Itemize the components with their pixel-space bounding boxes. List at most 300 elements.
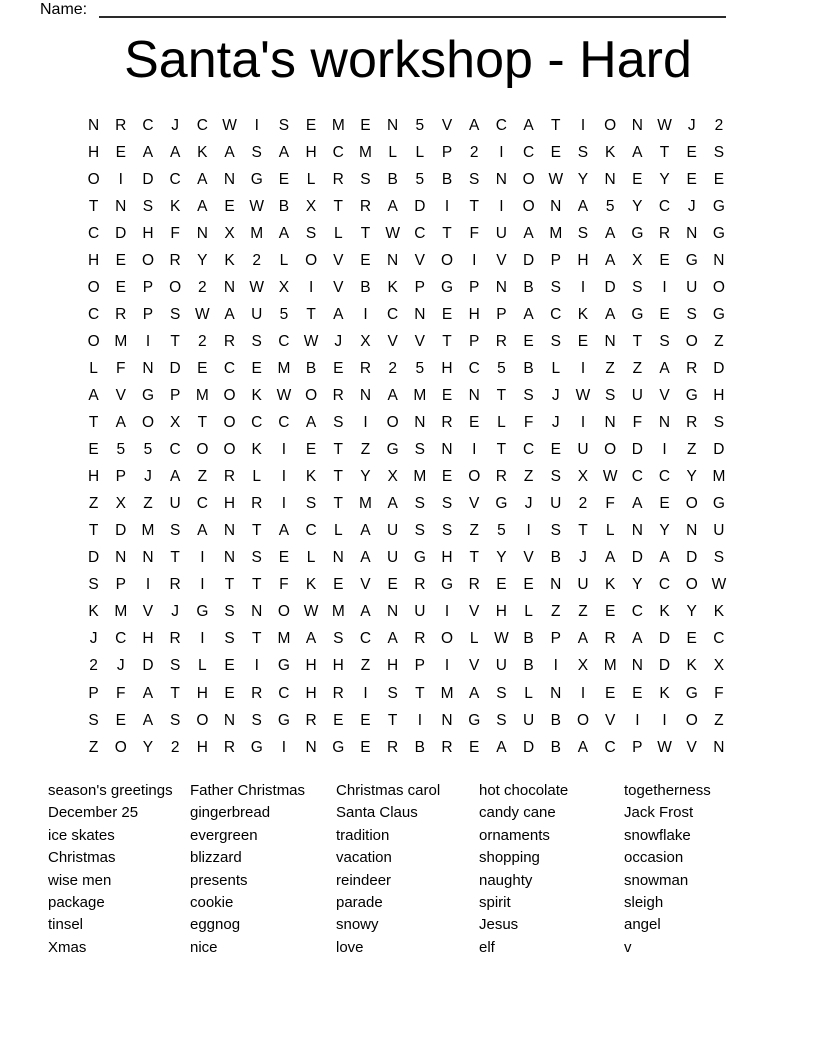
grid-letter: E [224,657,235,675]
grid-letter: A [305,414,317,432]
word-list-item: hot chocolate [479,782,569,799]
grid-letter: M [277,630,291,648]
grid-letter: X [387,468,398,486]
word-list-item: reindeer [336,871,392,889]
grid-letter: 2 [170,738,180,756]
grid-letter: T [469,197,479,215]
grid-letter: G [468,711,481,729]
grid-letter: B [441,170,453,188]
word-list-item: presents [190,871,248,889]
grid-letter: L [497,414,506,432]
grid-letter: E [713,170,725,188]
grid-letter: P [441,143,453,161]
grid-letter: D [142,170,154,188]
grid-letter: Y [659,170,670,188]
grid-letter: I [200,549,205,567]
grid-letter: T [88,522,99,540]
grid-letter: C [223,359,236,377]
grid-letter: E [686,170,697,188]
grid-letter: O [305,386,318,404]
grid-letter: C [87,224,100,242]
grid-letter: E [224,197,235,215]
grid-letter: L [333,522,343,540]
grid-letter: F [632,414,643,432]
grid-letter: S [333,630,344,648]
grid-letter: A [224,305,235,323]
grid-letter: F [116,684,126,702]
grid-letter: Y [142,738,154,756]
grid-letter: J [687,197,696,215]
grid-letter: E [305,116,317,134]
grid-letter: N [332,549,344,567]
grid-letter: A [142,684,154,702]
grid-letter: I [580,414,586,432]
grid-letter: A [604,305,616,323]
grid-letter: X [360,332,371,350]
grid-letter: S [496,684,507,702]
grid-letter: A [632,143,643,161]
grid-letter: T [469,549,479,567]
grid-letter: O [712,278,725,296]
grid-letter: M [141,522,155,540]
grid-letter: D [414,197,426,215]
grid-letter: S [713,414,725,432]
word-list-item: elf [479,938,495,956]
grid-letter: E [115,251,126,269]
grid-letter: U [631,386,643,404]
grid-letter: I [444,603,450,621]
grid-letter: H [142,630,154,648]
grid-letter: Z [143,495,153,513]
grid-letter: I [662,711,667,729]
name-label: Name: [40,1,88,18]
grid-letter: T [659,143,670,161]
grid-letter: C [468,359,480,377]
grid-letter: Z [88,738,99,756]
name-row [40,1,730,23]
grid-letter: J [687,116,696,134]
grid-letter: E [115,278,126,296]
grid-letter: I [363,684,368,702]
grid-letter: H [441,359,453,377]
grid-letter: K [577,305,589,323]
grid-letter: N [223,278,236,296]
grid-letter: N [550,197,562,215]
grid-letter: I [145,332,151,350]
grid-letter: M [440,684,454,702]
word-list-item: ornaments [479,826,550,844]
grid-letter: I [499,197,504,215]
grid-letter: M [549,224,563,242]
grid-letter: I [281,441,287,459]
grid-letter: C [278,414,290,432]
grid-letter: A [197,522,208,540]
word-list [0,780,816,965]
grid-letter: O [87,332,100,350]
grid-letter: S [550,278,561,296]
grid-letter: P [88,684,99,702]
grid-letter: O [522,170,535,188]
grid-letter: 5 [415,170,425,188]
grid-letter: C [359,630,372,648]
grid-letter: R [251,684,263,702]
grid-letter: 5 [279,305,289,323]
word-list-item: tradition [336,826,390,844]
grid-letter: E [360,116,371,134]
grid-letter: L [469,630,479,648]
grid-letter: V [659,386,670,404]
grid-letter: N [495,278,507,296]
grid-letter: H [305,684,317,702]
grid-letter: A [523,116,534,134]
grid-letter: 2 [252,251,262,269]
grid-letter: S [604,386,616,404]
grid-letter: Z [551,603,561,621]
grid-letter: O [685,495,698,513]
word-list-item: season's greetings [48,782,173,799]
grid-letter: E [333,711,344,729]
grid-letter: U [251,305,263,323]
grid-letter: O [604,441,617,459]
grid-letter: S [441,522,453,540]
grid-letter: C [658,576,671,594]
grid-letter: P [169,386,181,404]
word-list-item: candy cane [479,804,556,822]
grid-letter: E [251,359,262,377]
grid-letter: B [550,711,561,729]
grid-letter: O [223,414,236,432]
grid-letter: T [442,332,452,350]
grid-letter: T [88,414,99,432]
grid-letter: X [577,468,589,486]
grid-letter: S [305,224,317,242]
grid-letter: F [469,224,479,242]
grid-letter: Z [469,522,479,540]
grid-letter: R [441,414,453,432]
grid-letter: V [115,386,126,404]
grid-letter: T [306,305,316,323]
grid-letter: S [577,143,589,161]
grid-letter: A [88,386,99,404]
word-list-item: naughty [479,871,533,889]
grid-letter: A [169,143,181,161]
grid-letter: T [88,197,99,215]
word-list-item: Xmas [48,938,87,956]
grid-letter: H [441,549,453,567]
grid-letter: E [360,738,371,756]
grid-letter: P [469,278,480,296]
grid-letter: 2 [198,332,207,350]
word-list-column [48,780,173,959]
grid-letter: Z [605,359,615,377]
grid-letter: E [659,495,670,513]
grid-letter: C [196,116,208,134]
grid-letter: H [196,738,208,756]
grid-letter: N [604,414,616,432]
word-list-item: Santa Claus [336,804,418,822]
grid-letter: O [604,116,617,134]
grid-letter: X [577,657,589,675]
grid-letter: E [278,170,290,188]
grid-letter: O [169,278,182,296]
grid-letter: R [115,116,127,134]
grid-letter: C [196,495,208,513]
word-list-item: shopping [479,849,540,867]
grid-letter: E [115,711,126,729]
grid-letter: A [523,305,534,323]
grid-letter: Y [659,522,670,540]
grid-letter: K [305,468,317,486]
grid-letter: S [659,332,670,350]
grid-letter: W [249,278,265,296]
word-list-item: nice [190,938,218,956]
grid-letter: Z [360,441,371,459]
grid-letter: N [87,116,100,134]
grid-letter: S [387,684,398,702]
grid-letter: Y [632,197,643,215]
grid-letter: M [331,116,345,134]
grid-letter: U [495,657,507,675]
grid-letter: B [550,738,561,756]
grid-letter: O [441,251,454,269]
grid-letter: A [659,549,670,567]
grid-letter: O [141,251,154,269]
grid-letter: N [115,549,127,567]
grid-letter: N [142,549,154,567]
grid-letter: S [169,657,181,675]
grid-letter: U [686,278,698,296]
grid-letter: T [197,414,208,432]
grid-letter: B [414,738,426,756]
grid-letter: N [631,116,643,134]
word-list-item: December 25 [48,804,139,822]
grid-letter: M [413,468,427,486]
word-list-item: occasion [624,849,684,867]
grid-letter: K [713,603,725,621]
grid-letter: I [580,278,586,296]
word-list-item: Jack Frost [624,804,694,822]
grid-letter: I [444,657,450,675]
word-list-column [336,780,440,959]
grid-letter: E [632,684,643,702]
grid-letter: A [387,386,398,404]
grid-letter: 2 [469,143,479,161]
grid-letter: U [495,224,507,242]
grid-letter: L [605,522,615,540]
grid-letter: R [414,630,426,648]
grid-letter: T [170,684,180,702]
grid-letter: T [224,576,235,594]
grid-letter: O [441,630,454,648]
grid-letter: H [387,657,399,675]
word-list-item: eggnog [190,916,241,934]
grid-letter: J [579,549,587,567]
grid-letter: I [580,116,586,134]
grid-letter: Y [496,549,507,567]
grid-letter: T [333,441,344,459]
grid-letter: W [303,332,319,350]
grid-letter: Y [577,170,589,188]
grid-letter: K [169,197,181,215]
grid-letter: U [387,522,399,540]
grid-letter: Z [632,359,643,377]
grid-letter: N [196,224,208,242]
grid-letter: I [417,711,422,729]
grid-letter: A [632,630,643,648]
grid-letter: G [277,657,290,675]
grid-letter: R [468,576,480,594]
grid-letter: G [685,386,698,404]
grid-letter: M [359,495,372,513]
grid-letter: T [496,386,507,404]
grid-letter: M [359,143,372,161]
grid-letter: S [251,711,262,729]
grid-letter: D [604,278,616,296]
grid-letter: U [577,576,589,594]
grid-letter: X [278,278,290,296]
grid-letter: N [631,657,643,675]
word-list-item: cookie [190,894,234,912]
grid-letter: S [169,305,181,323]
grid-letter: G [332,738,345,756]
grid-letter: 5 [605,197,615,215]
grid-letter: C [169,170,181,188]
grid-letter: R [414,576,426,594]
grid-letter: H [87,143,100,161]
grid-letter: H [468,305,480,323]
grid-letter: V [333,251,344,269]
grid-letter: S [251,549,262,567]
grid-letter: H [305,657,317,675]
grid-letter: M [413,386,427,404]
grid-letter: I [281,495,287,513]
page-title: Santa's workshop - Hard [124,31,692,89]
grid-letter: 5 [143,441,153,459]
grid-letter: W [303,603,319,621]
grid-letter: F [714,684,724,702]
grid-letter: K [305,576,317,594]
grid-letter: S [278,116,290,134]
grid-letter: G [250,170,263,188]
grid-letter: S [686,305,697,323]
grid-letter: H [577,251,589,269]
grid-letter: A [577,197,589,215]
grid-letter: R [658,224,671,242]
grid-letter: N [305,738,317,756]
grid-letter: C [387,305,399,323]
grid-letter: T [360,224,371,242]
grid-letter: Y [686,603,697,621]
grid-letter: I [200,576,205,594]
grid-letter: G [250,738,263,756]
name-line [99,0,726,18]
grid-letter: O [386,414,399,432]
grid-letter: A [496,738,507,756]
grid-letter: J [524,495,533,513]
grid-letter: A [387,495,398,513]
grid-letter: R [169,630,181,648]
grid-letter: J [551,386,560,404]
grid-letter: S [414,441,426,459]
grid-letter: X [169,414,181,432]
grid-letter: J [551,414,560,432]
grid-letter: H [87,251,100,269]
grid-letter: A [278,522,290,540]
grid-letter: N [686,224,698,242]
word-list-item: Father Christmas [190,782,306,799]
grid-letter: E [360,251,371,269]
grid-letter: G [685,684,698,702]
grid-letter: G [712,495,725,513]
grid-letter: 5 [116,441,126,459]
word-list-item: snowy [336,916,379,934]
grid-letter: U [550,495,562,513]
grid-letter: K [686,657,697,675]
grid-letter: I [580,359,586,377]
grid-letter: J [171,603,180,621]
grid-letter: S [88,711,99,729]
grid-letter: D [631,441,643,459]
grid-letter: 2 [388,359,397,377]
grid-letter: A [632,495,643,513]
grid-letter: Z [714,332,724,350]
grid-letter: N [658,414,671,432]
grid-letter: G [712,305,725,323]
grid-letter: E [659,251,670,269]
grid-letter: A [604,224,616,242]
grid-letter: B [387,170,398,188]
grid-letter: N [115,197,127,215]
grid-letter: 2 [714,116,724,134]
grid-letter: U [387,549,399,567]
grid-letter: H [142,224,154,242]
grid-letter: E [686,630,697,648]
grid-letter: V [523,549,534,567]
grid-letter: A [360,549,371,567]
grid-letter: M [114,603,128,621]
grid-letter: I [472,441,477,459]
grid-letter: X [224,224,235,242]
grid-letter: W [195,305,210,323]
grid-letter: F [116,359,126,377]
word-list-item: love [336,938,364,956]
grid-letter: C [278,684,290,702]
grid-letter: Z [578,603,588,621]
word-list-item: wise men [48,871,112,889]
word-list-item: sleigh [624,894,664,912]
grid-letter: O [114,738,127,756]
grid-letter: N [142,359,154,377]
grid-letter: O [87,278,100,296]
grid-letter: Z [197,468,208,486]
grid-letter: N [713,738,725,756]
grid-letter: S [550,332,561,350]
grid-letter: A [333,305,344,323]
grid-letter: S [550,522,561,540]
word-list-item: snowflake [624,826,691,844]
grid-letter: I [118,170,123,188]
grid-letter: C [713,630,725,648]
grid-letter: O [305,251,318,269]
grid-letter: O [223,441,236,459]
grid-letter: R [495,332,507,350]
grid-letter: V [469,495,480,513]
grid-letter: J [144,468,152,486]
grid-letter: L [524,684,533,702]
grid-letter: S [224,603,235,621]
grid-letter: F [605,495,615,513]
grid-letter: K [251,386,262,404]
